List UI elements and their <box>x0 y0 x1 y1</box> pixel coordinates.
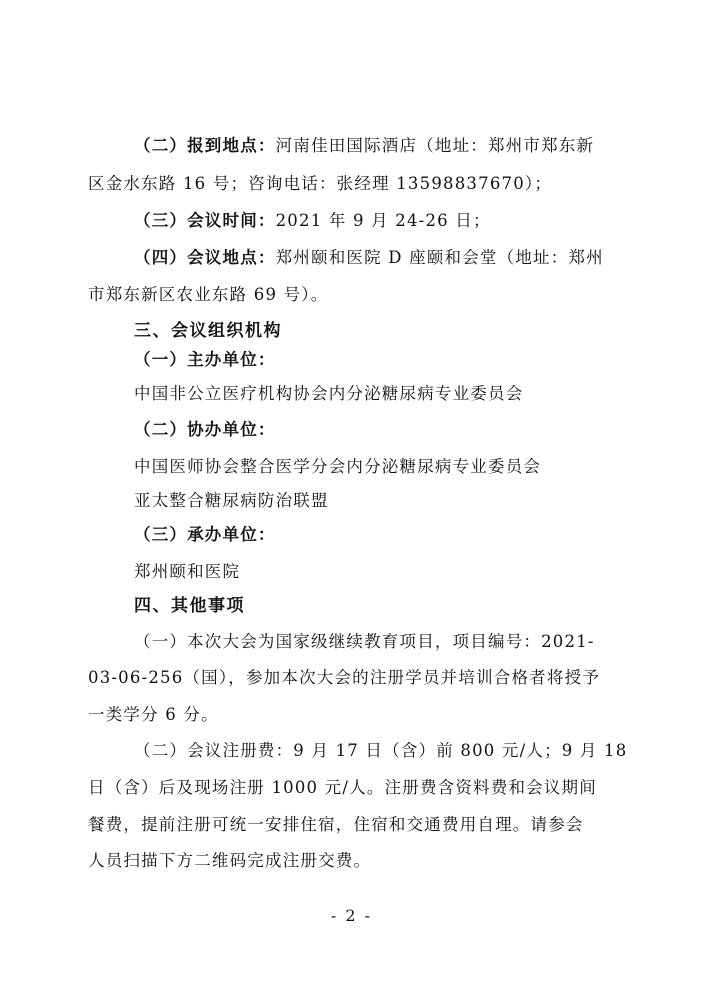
item-label: （二）报到地点： <box>134 136 276 155</box>
text-line: 区金水东路 16 号；咨询电话：张经理 13598837670）； <box>88 174 553 193</box>
section-heading: 四、其他事项 <box>134 596 245 616</box>
subheading: （一）主办单位： <box>134 350 276 369</box>
item-text: 2021 年 9 月 24-26 日； <box>275 211 491 230</box>
text-line: 一类学分 6 分。 <box>88 705 219 724</box>
text-line <box>134 136 594 156</box>
text-line: 中国非公立医疗机构协会内分泌糖尿病专业委员会 <box>134 384 524 403</box>
text-line <box>134 211 491 231</box>
text-line: 人员扫描下方二维码完成注册交费。 <box>88 851 372 870</box>
item-label: （三）会议时间： <box>134 211 276 230</box>
text-line: 市郑东新区农业东路 69 号）。 <box>88 285 329 304</box>
text-line: （一）本次大会为国家级继续教育项目，项目编号：2021- <box>134 632 595 651</box>
text-line: 郑州颐和医院 <box>134 562 241 581</box>
item-text: 河南佳田国际酒店（地址：郑州市郑东新 <box>275 136 595 155</box>
text-line <box>134 248 604 268</box>
section-heading: 三、会议组织机构 <box>134 321 282 341</box>
page-number: - 2 - <box>330 906 373 925</box>
subheading: （三）承办单位： <box>134 525 276 544</box>
text-line: 餐费，提前注册可统一安排住宿，住宿和交通费用自理。请参会 <box>88 815 584 834</box>
text-line: 03-06-256（国），参加本次大会的注册学员并培训合格者将授予 <box>88 668 600 687</box>
text-line: 中国医师协会整合医学分会内分泌糖尿病专业委员会 <box>134 457 542 476</box>
text-line: 亚太整合糖尿病防治联盟 <box>134 491 329 510</box>
text-line: （二）会议注册费：9 月 17 日（含）前 800 元/人；9 月 18 <box>134 741 628 760</box>
subheading: （二）协办单位： <box>134 420 276 439</box>
item-label: （四）会议地点： <box>134 248 276 267</box>
item-text: 郑州颐和医院 D 座颐和会堂（地址：郑州 <box>275 248 604 267</box>
text-line: 日（含）后及现场注册 1000 元/人。注册费含资料费和会议期间 <box>88 778 597 797</box>
